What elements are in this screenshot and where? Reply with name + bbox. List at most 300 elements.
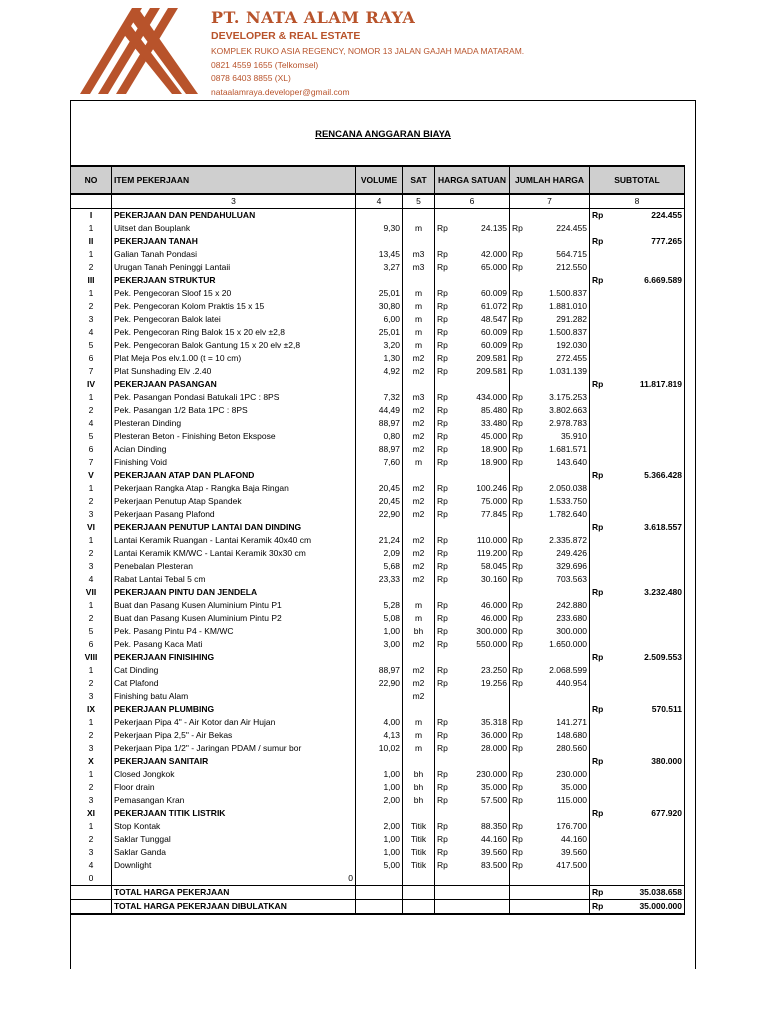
item-unit-price: 60.009 — [461, 339, 510, 352]
empty-cell — [620, 326, 685, 339]
empty-cell — [590, 872, 685, 886]
section-number: VIII — [71, 651, 112, 664]
item-number: 2 — [71, 677, 112, 690]
item-total: 35.910 — [536, 430, 590, 443]
empty-cell — [620, 664, 685, 677]
empty-cell — [590, 495, 620, 508]
currency-label: Rp — [435, 794, 461, 807]
empty-cell — [435, 651, 461, 664]
currency-label: Rp — [510, 794, 536, 807]
item-volume: 7,60 — [356, 456, 403, 469]
column-number: 4 — [356, 194, 403, 209]
empty-cell — [356, 755, 403, 768]
item-volume: 13,45 — [356, 248, 403, 261]
item-volume: 21,24 — [356, 534, 403, 547]
item-volume: 20,45 — [356, 495, 403, 508]
empty-cell — [590, 742, 620, 755]
table-row — [71, 599, 685, 612]
empty-cell — [435, 900, 510, 915]
item-total: 141.271 — [536, 716, 590, 729]
empty-cell — [461, 469, 510, 482]
section-subtotal: 5.366.428 — [620, 469, 685, 482]
section-subtotal: 677.920 — [620, 807, 685, 820]
currency-label: Rp — [590, 274, 620, 287]
currency-label: Rp — [435, 612, 461, 625]
item-total: 291.282 — [536, 313, 590, 326]
item-unit: m2 — [403, 352, 435, 365]
item-description: Urugan Tanah Peninggi Lantaii — [112, 261, 356, 274]
currency-label: Rp — [510, 820, 536, 833]
item-unit: Titik — [403, 846, 435, 859]
currency-label: Rp — [435, 560, 461, 573]
empty-cell — [590, 638, 620, 651]
section-number: V — [71, 469, 112, 482]
empty-cell — [510, 807, 536, 820]
empty-cell — [536, 235, 590, 248]
item-number: 3 — [71, 846, 112, 859]
currency-label: Rp — [435, 534, 461, 547]
table-row — [71, 404, 685, 417]
table-row — [71, 547, 685, 560]
empty-cell — [620, 742, 685, 755]
item-number: 5 — [71, 339, 112, 352]
section-subtotal: 6.669.589 — [620, 274, 685, 287]
section-number: XI — [71, 807, 112, 820]
item-description: Pek. Pasang Pintu P4 - KM/WC — [112, 625, 356, 638]
item-description: Pekerjaan Rangka Atap - Rangka Baja Ringan — [112, 482, 356, 495]
currency-label: Rp — [590, 900, 620, 915]
empty-cell — [403, 521, 435, 534]
section-subtotal: 570.511 — [620, 703, 685, 716]
empty-cell — [590, 456, 620, 469]
section-row — [71, 703, 685, 716]
item-unit-price: 300.000 — [461, 625, 510, 638]
item-number: 6 — [71, 638, 112, 651]
empty-cell — [536, 521, 590, 534]
currency-label: Rp — [435, 391, 461, 404]
item-number: 6 — [71, 443, 112, 456]
empty-cell — [461, 521, 510, 534]
item-volume: 7,32 — [356, 391, 403, 404]
item-unit: bh — [403, 768, 435, 781]
currency-label: Rp — [510, 430, 536, 443]
empty-cell — [620, 222, 685, 235]
item-unit: m2 — [403, 443, 435, 456]
item-total: 230.000 — [536, 768, 590, 781]
empty-cell — [435, 586, 461, 599]
section-title: PEKERJAAN PENUTUP LANTAI DAN DINDING — [112, 521, 356, 534]
item-unit: m — [403, 456, 435, 469]
total-label: TOTAL HARGA PEKERJAAN DIBULATKAN — [112, 900, 356, 915]
empty-cell — [461, 651, 510, 664]
empty-cell — [536, 755, 590, 768]
empty-cell — [461, 703, 510, 716]
currency-label: Rp — [510, 287, 536, 300]
section-title: PEKERJAAN SANITAIR — [112, 755, 356, 768]
table-row — [71, 456, 685, 469]
table-row — [71, 365, 685, 378]
item-unit-price: 230.000 — [461, 768, 510, 781]
item-unit: m — [403, 599, 435, 612]
item-total: 1.533.750 — [536, 495, 590, 508]
section-title: PEKERJAAN ATAP DAN PLAFOND — [112, 469, 356, 482]
currency-label: Rp — [590, 886, 620, 900]
empty-cell — [590, 677, 620, 690]
item-description: Pek. Pengecoran Kolom Praktis 15 x 15 — [112, 300, 356, 313]
item-unit-price: 23.250 — [461, 664, 510, 677]
empty-cell — [590, 859, 620, 872]
currency-label: Rp — [435, 547, 461, 560]
item-description: Finishing batu Alam — [112, 690, 356, 703]
item-unit-price: 46.000 — [461, 599, 510, 612]
empty-cell — [620, 729, 685, 742]
empty-cell — [590, 222, 620, 235]
company-tagline: DEVELOPER & REAL ESTATE — [211, 30, 361, 42]
empty-cell — [510, 872, 590, 886]
currency-label: Rp — [435, 313, 461, 326]
empty-cell — [620, 443, 685, 456]
currency-label: Rp — [510, 625, 536, 638]
empty-cell — [590, 365, 620, 378]
section-number: IX — [71, 703, 112, 716]
empty-cell — [510, 209, 536, 223]
empty-cell — [590, 612, 620, 625]
table-row — [71, 287, 685, 300]
item-unit: bh — [403, 781, 435, 794]
empty-cell — [435, 807, 461, 820]
item-description: Pek. Pengecoran Sloof 15 x 20 — [112, 287, 356, 300]
table-row — [71, 443, 685, 456]
item-unit: m2 — [403, 534, 435, 547]
col-subtotal: SUBTOTAL — [590, 166, 685, 194]
table-row — [71, 352, 685, 365]
empty-cell — [403, 235, 435, 248]
empty-cell — [620, 300, 685, 313]
item-description: Saklar Ganda — [112, 846, 356, 859]
section-subtotal: 380.000 — [620, 755, 685, 768]
item-total: 703.563 — [536, 573, 590, 586]
item-unit: Titik — [403, 833, 435, 846]
item-description: Pekerjaan Penutup Atap Spandek — [112, 495, 356, 508]
empty-cell — [435, 209, 461, 223]
empty-cell — [620, 495, 685, 508]
empty-cell — [620, 339, 685, 352]
item-volume: 1,30 — [356, 352, 403, 365]
empty-cell — [461, 235, 510, 248]
section-number: II — [71, 235, 112, 248]
empty-cell — [536, 209, 590, 223]
currency-label: Rp — [435, 300, 461, 313]
letterhead — [0, 0, 768, 100]
item-unit: m3 — [403, 248, 435, 261]
item-unit: bh — [403, 625, 435, 638]
item-unit-price: 36.000 — [461, 729, 510, 742]
currency-label: Rp — [435, 482, 461, 495]
item-volume: 10,02 — [356, 742, 403, 755]
currency-label: Rp — [510, 729, 536, 742]
item-volume: 5,08 — [356, 612, 403, 625]
empty-cell — [590, 833, 620, 846]
section-number: VI — [71, 521, 112, 534]
item-unit: Titik — [403, 820, 435, 833]
currency-label: Rp — [510, 495, 536, 508]
item-total: 2.978.783 — [536, 417, 590, 430]
empty-cell — [620, 833, 685, 846]
item-unit-price: 33.480 — [461, 417, 510, 430]
table-row — [71, 313, 685, 326]
item-unit-price: 75.000 — [461, 495, 510, 508]
total-value: 35.000.000 — [620, 900, 685, 915]
item-number: 3 — [71, 508, 112, 521]
item-unit: m2 — [403, 573, 435, 586]
item-description: Lantai Keramik KM/WC - Lantai Keramik 30x30 cm — [112, 547, 356, 560]
currency-label: Rp — [435, 781, 461, 794]
empty-cell — [71, 900, 112, 915]
item-description: Downlight — [112, 859, 356, 872]
item-total: 272.455 — [536, 352, 590, 365]
total-row — [71, 900, 685, 915]
currency-label: Rp — [510, 261, 536, 274]
company-logo-icon — [80, 8, 200, 94]
empty-cell — [356, 900, 403, 915]
empty-cell — [620, 781, 685, 794]
empty-cell — [435, 755, 461, 768]
table-row — [71, 612, 685, 625]
item-total: 143.640 — [536, 456, 590, 469]
empty-cell — [435, 274, 461, 287]
item-unit: m — [403, 612, 435, 625]
empty-cell — [590, 443, 620, 456]
empty-cell — [620, 508, 685, 521]
total-value: 35.038.658 — [620, 886, 685, 900]
empty-cell — [510, 274, 536, 287]
item-unit-price: 209.581 — [461, 352, 510, 365]
item-total: 2.050.038 — [536, 482, 590, 495]
item-total: 39.560 — [536, 846, 590, 859]
empty-cell — [510, 235, 536, 248]
currency-label: Rp — [510, 534, 536, 547]
empty-cell — [590, 248, 620, 261]
currency-label: Rp — [435, 833, 461, 846]
empty-cell — [620, 261, 685, 274]
item-total — [536, 690, 590, 703]
item-unit-price: 19.256 — [461, 677, 510, 690]
currency-label: Rp — [590, 586, 620, 599]
item-volume: 5,00 — [356, 859, 403, 872]
empty-cell — [403, 274, 435, 287]
empty-cell — [356, 886, 403, 900]
table-row — [71, 742, 685, 755]
item-number: 1 — [71, 768, 112, 781]
item-description: Buat dan Pasang Kusen Aluminium Pintu P2 — [112, 612, 356, 625]
currency-label: Rp — [510, 365, 536, 378]
empty-cell — [510, 521, 536, 534]
section-row — [71, 521, 685, 534]
item-volume: 9,30 — [356, 222, 403, 235]
section-subtotal: 3.618.557 — [620, 521, 685, 534]
currency-label: Rp — [590, 651, 620, 664]
item-volume: 2,09 — [356, 547, 403, 560]
empty-cell — [590, 560, 620, 573]
currency-label: Rp — [510, 859, 536, 872]
item-volume: 2,00 — [356, 820, 403, 833]
item-volume: 20,45 — [356, 482, 403, 495]
section-title: PEKERJAAN TITIK LISTRIK — [112, 807, 356, 820]
item-number: 1 — [71, 716, 112, 729]
empty-cell — [620, 248, 685, 261]
currency-label: Rp — [510, 612, 536, 625]
item-total: 280.560 — [536, 742, 590, 755]
item-description: Pekerjaan Pipa 2,5" - Air Bekas — [112, 729, 356, 742]
empty-cell — [590, 573, 620, 586]
currency-label: Rp — [435, 417, 461, 430]
column-number: 5 — [403, 194, 435, 209]
item-volume: 23,33 — [356, 573, 403, 586]
table-row — [71, 833, 685, 846]
section-row — [71, 651, 685, 664]
empty-cell — [356, 651, 403, 664]
item-unit-price: 85.480 — [461, 404, 510, 417]
item-unit-price — [461, 690, 510, 703]
empty-cell — [590, 794, 620, 807]
item-unit-price: 83.500 — [461, 859, 510, 872]
empty-cell — [590, 664, 620, 677]
empty-cell — [620, 859, 685, 872]
empty-cell — [356, 586, 403, 599]
empty-cell — [620, 430, 685, 443]
budget-table — [70, 165, 685, 915]
section-title: PEKERJAAN DAN PENDAHULUAN — [112, 209, 356, 223]
item-unit-price: 44.160 — [461, 833, 510, 846]
item-unit-price: 18.900 — [461, 456, 510, 469]
currency-label: Rp — [435, 573, 461, 586]
empty-cell — [461, 755, 510, 768]
currency-label: Rp — [510, 599, 536, 612]
section-number: I — [71, 209, 112, 223]
item-volume: 44,49 — [356, 404, 403, 417]
empty-cell — [590, 326, 620, 339]
item-volume: 88,97 — [356, 443, 403, 456]
item-unit: m2 — [403, 547, 435, 560]
item-unit: m2 — [403, 482, 435, 495]
currency-label: Rp — [590, 209, 620, 223]
section-title: PEKERJAAN PASANGAN — [112, 378, 356, 391]
item-unit-price: 65.000 — [461, 261, 510, 274]
empty-cell — [620, 417, 685, 430]
empty-cell — [536, 651, 590, 664]
item-unit: m — [403, 339, 435, 352]
empty-cell — [356, 521, 403, 534]
empty-cell — [461, 586, 510, 599]
item-total: 417.500 — [536, 859, 590, 872]
item-total: 176.700 — [536, 820, 590, 833]
currency-label: Rp — [590, 469, 620, 482]
currency-label: Rp — [435, 820, 461, 833]
table-row — [71, 781, 685, 794]
empty-cell — [71, 886, 112, 900]
table-row — [71, 261, 685, 274]
table-row — [71, 664, 685, 677]
item-volume: 1,00 — [356, 833, 403, 846]
item-description: Floor drain — [112, 781, 356, 794]
item-description: Plesteran Beton - Finishing Beton Ekspose — [112, 430, 356, 443]
item-unit-price: 46.000 — [461, 612, 510, 625]
empty-cell — [536, 586, 590, 599]
table-row — [71, 677, 685, 690]
currency-label: Rp — [510, 417, 536, 430]
empty-cell — [620, 638, 685, 651]
currency-label: Rp — [590, 235, 620, 248]
item-number: 2 — [71, 495, 112, 508]
section-title: PEKERJAAN PINTU DAN JENDELA — [112, 586, 356, 599]
item-unit-price: 88.350 — [461, 820, 510, 833]
item-description: Rabat Lantai Tebal 5 cm — [112, 573, 356, 586]
empty-cell — [536, 274, 590, 287]
item-description: Pek. Pengecoran Balok latei — [112, 313, 356, 326]
total-row — [71, 886, 685, 900]
item-unit: m2 — [403, 690, 435, 703]
empty-cell — [590, 404, 620, 417]
item-total: 329.696 — [536, 560, 590, 573]
item-unit: bh — [403, 794, 435, 807]
item-volume: 0,80 — [356, 430, 403, 443]
table-row — [71, 625, 685, 638]
empty-cell — [620, 690, 685, 703]
currency-label: Rp — [510, 638, 536, 651]
currency-label: Rp — [435, 443, 461, 456]
empty-cell — [590, 339, 620, 352]
item-description: Acian Dinding — [112, 443, 356, 456]
item-volume: 25,01 — [356, 326, 403, 339]
item-unit-price: 18.900 — [461, 443, 510, 456]
currency-label: Rp — [435, 339, 461, 352]
currency-label: Rp — [510, 677, 536, 690]
item-number: 1 — [71, 287, 112, 300]
item-number: 2 — [71, 404, 112, 417]
currency-label: Rp — [435, 352, 461, 365]
item-unit-price: 209.581 — [461, 365, 510, 378]
currency-label: Rp — [510, 547, 536, 560]
item-description: Buat dan Pasang Kusen Aluminium Pintu P1 — [112, 599, 356, 612]
item-description: Pek. Pasang Kaca Mati — [112, 638, 356, 651]
currency-label: Rp — [435, 404, 461, 417]
currency-label: Rp — [510, 508, 536, 521]
empty-cell — [590, 547, 620, 560]
empty-cell — [620, 846, 685, 859]
item-number: 2 — [71, 781, 112, 794]
item-total: 3.802.663 — [536, 404, 590, 417]
empty-cell — [590, 846, 620, 859]
item-unit-price: 35.000 — [461, 781, 510, 794]
empty-cell — [435, 886, 510, 900]
item-number: 3 — [71, 313, 112, 326]
section-row — [71, 274, 685, 287]
empty-cell — [403, 651, 435, 664]
currency-label: Rp — [510, 404, 536, 417]
item-unit-price: 35.318 — [461, 716, 510, 729]
empty-cell — [590, 625, 620, 638]
item-number: 1 — [71, 664, 112, 677]
item-total: 1.681.571 — [536, 443, 590, 456]
section-title: PEKERJAAN FINISIHING — [112, 651, 356, 664]
empty-cell — [510, 755, 536, 768]
item-volume: 3,20 — [356, 339, 403, 352]
item-unit: m — [403, 222, 435, 235]
section-row — [71, 469, 685, 482]
total-label: TOTAL HARGA PEKERJAAN — [112, 886, 356, 900]
item-unit: m — [403, 300, 435, 313]
item-unit-price: 57.500 — [461, 794, 510, 807]
